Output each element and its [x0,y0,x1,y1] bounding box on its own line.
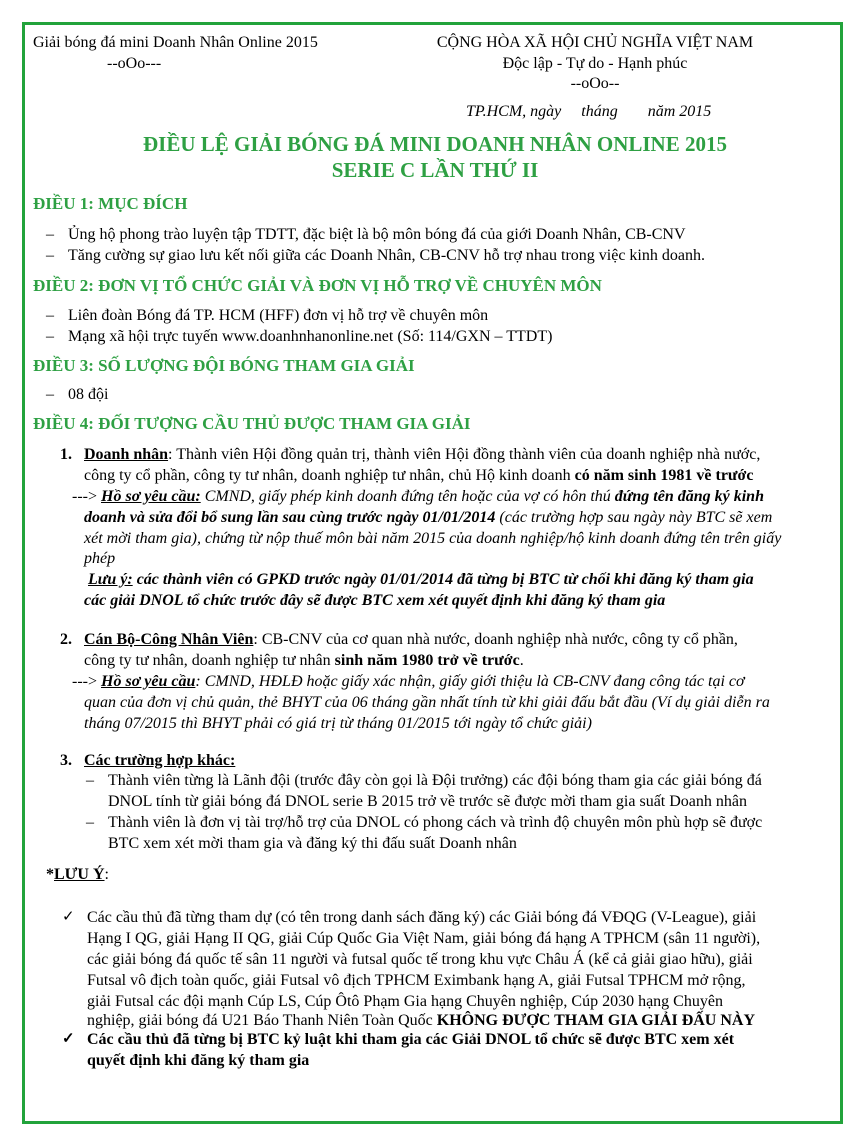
list-item: – Thành viên là đơn vị tài trợ/hỗ trợ của DNOL có phong cách và trình độ chuyên môn phù hợp sẽ được [86,814,763,831]
section1-line1 [60,446,760,464]
section1-line2 [84,467,753,485]
list-item-text: Mạng xã hội trực tuyến www.doanhnhanonline.net (Số: 114/GXN – TTDT) [68,328,553,345]
section-number: 1. [60,446,72,463]
doc-text-bold: đứng tên đăng ký kinh [614,488,764,505]
list-item-text: Thành viên là đơn vị tài trợ/hỗ trợ của DNOL có phong cách và trình độ chuyên môn phù hợp sẽ được [108,814,763,831]
note-text-bold: KHÔNG ĐƯỢC THAM GIA GIẢI ĐẤU NÀY [436,1012,756,1029]
section-label: Cán Bộ-Công Nhân Viên [84,631,254,648]
doc-text: : CMND, HĐLĐ hoặc giấy xác nhận, giấy giới thiệu là CB-CNV đang công tác tại cơ [195,673,745,690]
list-item: – Tăng cường sự giao lưu kết nối giữa các Doanh Nhân, CB-CNV hỗ trợ nhau trong việc kinh doanh. [46,247,705,264]
organizer-name: Giải bóng đá mini Doanh Nhân Online 2015 [33,34,318,51]
section2-doc-line3: tháng 07/2015 thì BHYT phải có giá trị từ tháng 01/2015 tới ngày tổ chức giải) [84,715,592,732]
section-text-bold: sinh năm 1980 trở về trước [334,652,520,669]
section2-line1 [60,631,738,649]
section-text: công ty cổ phần, công ty tư nhân, doanh nghiệp tư nhân, chủ Hộ kinh doanh [84,467,575,484]
article3-heading: ĐIỀU 3: SỐ LƯỢNG ĐỘI BÓNG THAM GIA GIẢI [33,356,415,375]
list-item: – Thành viên từng là Lãnh đội (trước đây còn gọi là Đội trưởng) các đội bóng tham gia các giải bóng đá [86,772,762,789]
doc-text-bold: doanh và sửa đổi bổ sung lần sau cùng trước ngày 01/01/2014 [84,509,496,526]
section3-line1 [60,752,235,770]
notes-heading [46,866,109,884]
section-text: : CB-CNV của cơ quan nhà nước, doanh nghiệp nhà nước, công ty cổ phần, [253,631,738,648]
section-label: Các trường hợp khác: [84,752,236,769]
date-place [466,103,711,121]
list-item-continuation: BTC xem xét mời tham gia và đăng ký thi đấu suất Doanh nhân [108,835,517,852]
article2-heading: ĐIỀU 2: ĐƠN VỊ TỔ CHỨC GIẢI VÀ ĐƠN VỊ HỖ TRỢ VỀ CHUYÊN MÔN [33,276,602,295]
section-number: 2. [60,631,72,648]
doc-text: (các trường hợp sau ngày này BTC sẽ xem [495,509,773,526]
section-label: Doanh nhân [84,446,169,463]
section2-doc-line1 [72,673,745,691]
notes-star: * [46,866,54,883]
section1-doc-line1 [72,488,764,506]
notes-colon: : [104,866,109,883]
list-item-continuation: DNOL tính từ giải bóng đá DNOL serie B 2015 trở về trước sẽ được mời tham gia suất Doanh nhân [108,793,747,810]
national-motto: Độc lập - Tự do - Hạnh phúc [502,55,688,72]
section1-note-line1 [84,571,754,589]
date-day: TP.HCM, ngày [466,103,562,120]
section-text: : Thành viên Hội đồng quản trị, thành viên Hội đồng thành viên của doanh nghiệp nhà nước, [168,446,761,463]
section-text-bold: có năm sinh 1981 về trước [574,467,754,484]
section1-doc-line4: phép [84,550,116,567]
list-item-text: Ủng hộ phong trào luyện tập TDTT, đặc biệt là bộ môn bóng đá của giới Doanh Nhân, CB-CNV [68,226,686,243]
organizer-divider: --oOo--- [107,55,162,72]
note1-line1: Các cầu thủ đã từng tham dự (có tên trong danh sách đăng ký) các Giải bóng đá VĐQG (V-League), giải [87,909,757,926]
note1-line3: các giải bóng đá quốc tế sân 11 người và futsal quốc tế trong khu vực Châu Á (kể cả giải giao hữu), giải [87,951,753,968]
note1-line4: Futsal vô địch toàn quốc, giải Futsal vô địch TPHCM Eximbank hạng A, giải Futsal TPHCM mở rộng, [87,972,746,989]
section2-doc-line2: quan của đơn vị chủ quản, thẻ BHYT của 06 tháng gần nhất tính từ khi giải đấu bắt đầu (Ví dụ giải diễn ra [84,694,770,711]
list-item-text: 08 đội [68,386,109,403]
arrow-icon: ---> [72,488,98,505]
note-label: Lưu ý: [88,571,133,588]
section-number: 3. [60,752,72,769]
note1-line2: Hạng I QG, giải Hạng II QG, giải Cúp Quốc Gia Việt Nam, giải bóng đá hạng A TPHCM (sân 11 người), [87,930,761,947]
doc-text: CMND, giấy phép kinh doanh đứng tên hoặc của vợ có hôn thú [200,488,615,505]
note2-line1: Các cầu thủ đã từng bị BTC kỷ luật khi tham gia các Giải DNOL tổ chức sẽ được BTC xem xét [87,1031,735,1048]
list-item-text: Tăng cường sự giao lưu kết nối giữa các Doanh Nhân, CB-CNV hỗ trợ nhau trong việc kinh doanh. [68,247,705,264]
article4-heading: ĐIỀU 4: ĐỐI TƯỢNG CẦU THỦ ĐƯỢC THAM GIA GIẢI [33,414,471,433]
list-item: – Ủng hộ phong trào luyện tập TDTT, đặc biệt là bộ môn bóng đá của giới Doanh Nhân, CB-CNV [46,226,686,243]
national-divider: --oOo-- [570,75,620,92]
national-title: CỘNG HÒA XÃ HỘI CHỦ NGHĨA VIỆT NAM [436,34,754,51]
note2-line2: quyết định khi đăng ký tham gia [87,1052,310,1069]
checkmark-icon: ✓ [62,909,75,925]
article1-heading: ĐIỀU 1: MỤC ĐÍCH [33,194,188,213]
list-item: – Liên đoàn Bóng đá TP. HCM (HFF) đơn vị hỗ trợ về chuyên môn [46,307,489,324]
list-item-text: Thành viên từng là Lãnh đội (trước đây còn gọi là Đội trưởng) các đội bóng tham gia các giải bóng đá [108,772,762,789]
section-text: . [519,652,524,669]
document-title: ĐIỀU LỆ GIẢI BÓNG ĐÁ MINI DOANH NHÂN ONLINE 2015 [143,132,727,156]
date-year: năm 2015 [647,103,712,120]
list-item: – Mạng xã hội trực tuyến www.doanhnhanonline.net (Số: 114/GXN – TTDT) [46,328,553,345]
arrow-icon: ---> [72,673,98,690]
date-month: tháng [581,103,618,120]
section1-doc-line3: xét mời tham gia), chứng từ nộp thuế môn bài năm 2015 của doanh nghiệp/hộ kinh doanh đứng tên trên giấy [84,530,782,547]
section-text: công ty tư nhân, doanh nghiệp tư nhân [84,652,335,669]
note1-line5: giải Futsal các đội mạnh Cúp LS, Cúp Ôtô Phạm Gia hạng Chuyên nghiệp, Cúp 2030 hạng Chuyên [87,993,723,1010]
doc-label: Hồ sơ yêu cầu [101,673,196,690]
list-item: – 08 đội [46,386,109,403]
note-text: nghiệp, giải bóng đá U21 Báo Thanh Niên Toàn Quốc [87,1012,437,1029]
doc-label: Hồ sơ yêu cầu: [101,488,201,505]
section1-doc-line2 [84,509,772,527]
list-item-text: Liên đoàn Bóng đá TP. HCM (HFF) đơn vị hỗ trợ về chuyên môn [68,307,489,324]
section2-line2 [84,652,524,670]
document-subtitle: SERIE C LẦN THỨ II [331,158,539,182]
section1-note-line2: các giải DNOL tổ chức trước đây sẽ được BTC xem xét quyết định khi đăng ký tham gia [84,592,666,609]
notes-label: LƯU Ý [54,866,105,883]
note1-line6 [87,1012,755,1030]
note-text: các thành viên có GPKD trước ngày 01/01/2014 đã từng bị BTC từ chối khi đăng ký tham gia [132,571,754,588]
checkmark-icon: ✓ [62,1031,75,1047]
